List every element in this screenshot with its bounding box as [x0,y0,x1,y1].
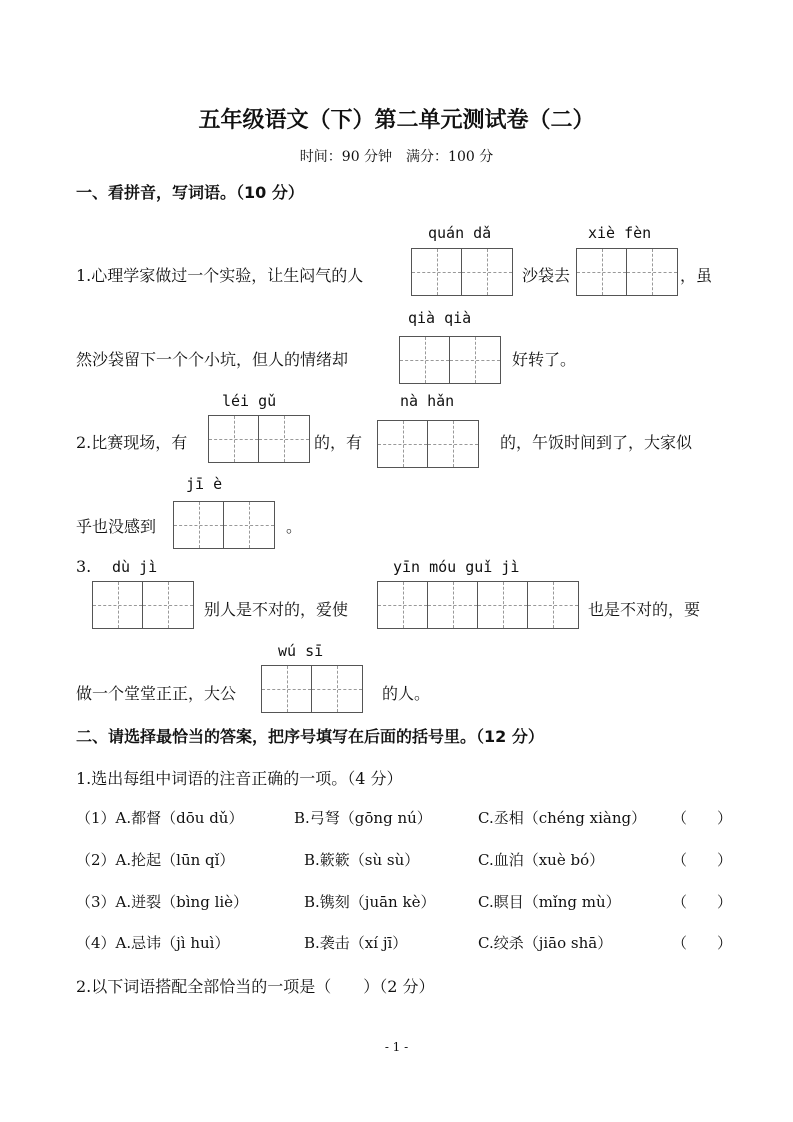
pinyin-quan-da: quán dǎ [428,224,492,242]
page-number: - 1 - [384,1040,409,1054]
q3-text-b: 也是不对的，要 [588,600,701,619]
section1-heading: 一、看拼音，写词语。（10 分） [76,183,304,202]
q2-2-title: 2.以下词语搭配全部恰当的一项是（ ）（2 分） [76,977,435,996]
q1-text-b: 沙袋去 [522,266,571,285]
q3-text-d: 的人。 [382,684,431,703]
exam-info: 时间：90 分钟 满分：100 分 [299,149,494,165]
option-row-c: C.血泊（xuè bó） [478,851,605,869]
option-row-c: C.绞杀（jiāo shā） [478,934,613,952]
q2-1-title: 1.选出每组中词语的注音正确的一项。（4 分） [76,769,403,788]
pinyin-wu-si: wú sī [278,642,324,660]
pinyin-qia-qia: qià qià [408,309,472,327]
answer-grid-du-ji[interactable] [92,581,194,629]
pinyin-yin-mou-gui-ji: yīn móu guǐ jì [393,558,520,576]
answer-paren[interactable]: （ ） [672,893,733,911]
pinyin-ji-e: jī è [186,475,223,493]
q1-text-c: ，虽 [680,266,713,285]
q1-text-a: 1.心理学家做过一个实验，让生闷气的人 [76,266,364,285]
q2-text-c: 的，午饭时间到了，大家似 [500,433,693,452]
option-row-b: B.簌簌（sù sù） [304,851,420,869]
option-row-label: （2）A.抡起（lūn qǐ） [76,851,235,869]
q1-text-d: 然沙袋留下一个个小坑，但人的情绪却 [76,350,349,369]
option-row-c: C.瞑目（mǐng mù） [478,893,621,911]
option-row-label: （4）A.忌讳（jì huì） [76,934,230,952]
pinyin-na-han: nà hǎn [400,392,455,410]
q3-text-a: 别人是不对的，爱使 [204,600,349,619]
answer-paren[interactable]: （ ） [672,851,733,869]
section2-heading: 二、请选择最恰当的答案，把序号填写在后面的括号里。（12 分） [76,727,544,746]
q1-text-e: 好转了。 [512,350,577,369]
option-row-b: B.弓弩（gōng nú） [294,809,432,827]
option-row-b: B.镌刻（juān kè） [304,893,436,911]
page-title: 五年级语文（下）第二单元测试卷（二） [198,108,595,133]
option-row-label: （1）A.都督（dōu dǔ） [76,809,244,827]
answer-paren[interactable]: （ ） [672,934,733,952]
pinyin-lei-gu: léi gǔ [222,392,277,410]
answer-grid-xie-fen[interactable] [576,248,678,296]
answer-grid-na-han[interactable] [377,420,479,468]
q3-number: 3. [76,557,92,576]
q2-text-e: 。 [286,517,303,536]
answer-paren[interactable]: （ ） [672,809,733,827]
q2-text-b: 的，有 [314,433,363,452]
answer-grid-quan-da[interactable] [411,248,513,296]
option-row-c: C.丞相（chéng xiàng） [478,809,647,827]
answer-grid-ji-e[interactable] [173,501,275,549]
pinyin-xie-fen: xiè fèn [588,224,652,242]
answer-grid-lei-gu[interactable] [208,415,310,463]
q2-text-a: 2.比赛现场，有 [76,433,188,452]
answer-grid-wu-si[interactable] [261,665,363,713]
answer-grid-yin-mou-gui-ji[interactable] [377,581,579,629]
q3-text-c: 做一个堂堂正正，大公 [76,684,237,703]
option-row-b: B.袭击（xí jī） [304,934,408,952]
q2-text-d: 乎也没感到 [76,517,157,536]
pinyin-du-ji: dù jì [112,558,158,576]
answer-grid-qia-qia[interactable] [399,336,501,384]
option-row-label: （3）A.迸裂（bìng liè） [76,893,249,911]
